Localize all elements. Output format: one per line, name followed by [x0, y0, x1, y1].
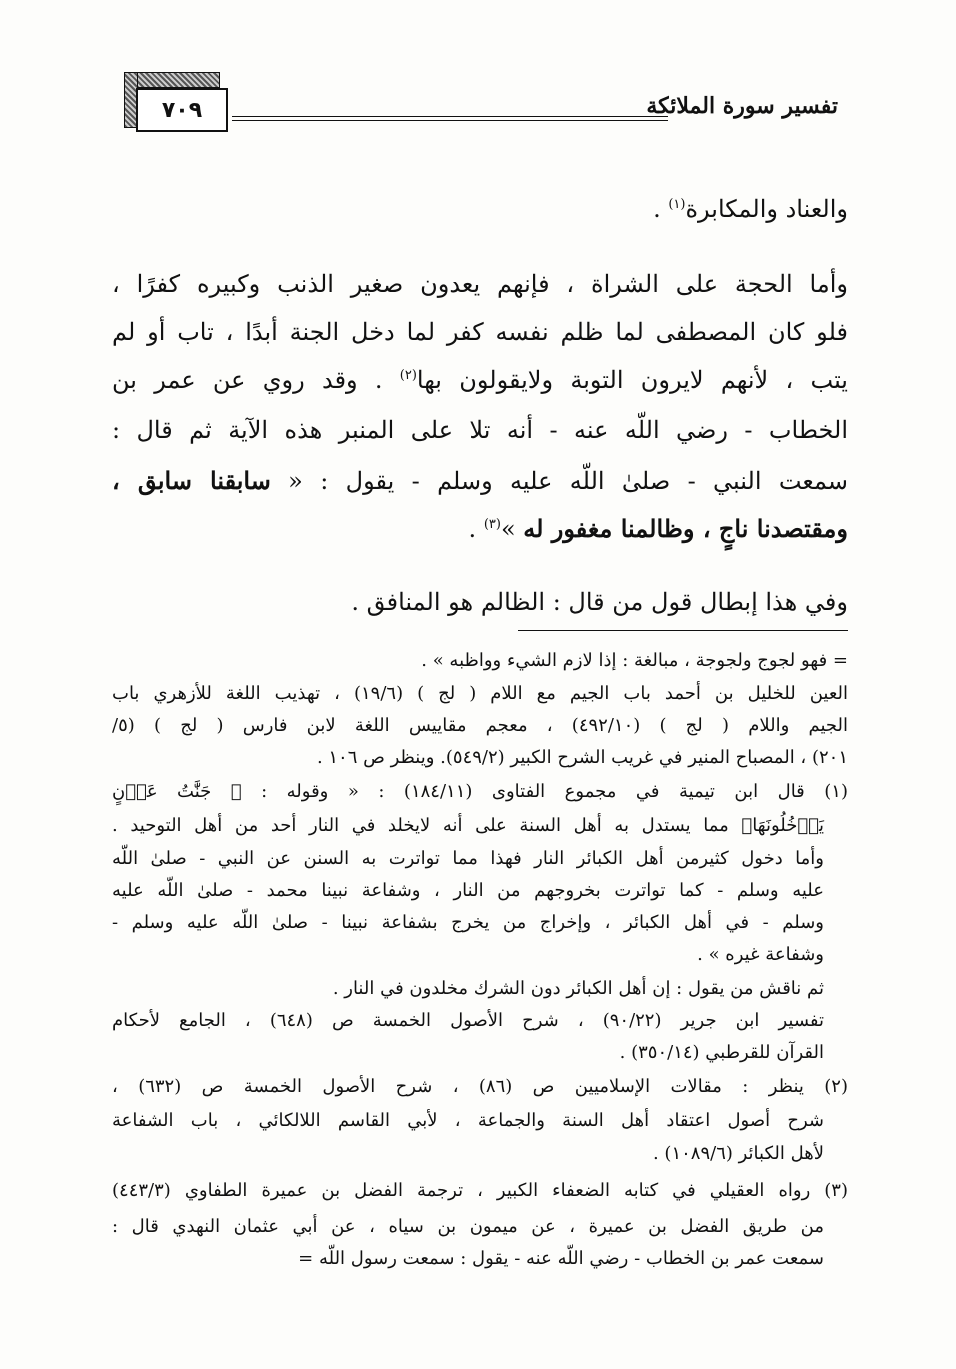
footnote-ref-1: (١) [668, 197, 686, 212]
body-text: يتب ، لأنهم لايرون التوبة ولايقولون بها [416, 366, 848, 394]
body-text: . [653, 195, 669, 223]
page-number-text: ٧٠٩ [161, 97, 203, 123]
footnote-line: الجيم واللام ( لج ) (٤٩٢/١٠) ، معجم مقاييس اللغة لابن فارس ( لج ) (٥/ [112, 715, 848, 736]
body-line-6 [112, 466, 848, 495]
hadith-text: ومقتصدنا ناجٍ ، وظالمنا مغفور له [523, 514, 848, 543]
running-title: تفسير سورة الملائكة [646, 93, 838, 119]
footnote-line: وشفاعة غيره » . [697, 944, 824, 965]
footnote-line: يَدۡخُلُونَهَا﴾ مما يستدل به أهل السنة على أنه لايخلد في النار أحد من أهل التوحيد . [112, 815, 824, 836]
body-line-1 [112, 195, 848, 223]
footnote-line: ٢٠١) ، المصباح المنير في غريب الشرح الكبير (٥٤٩/٢). وينظر ص ١٠٦ . [316, 747, 848, 768]
footnote-3: (٣) رواه العقيلي في كتابه الضعفاء الكبير ، ترجمة الفضل بن عميرة الطفاوي (٤٤٣/٣) [112, 1180, 848, 1201]
footnote-line: سمعت عمر بن الخطاب - رضي اللّه عنه - يقول : سمعت رسول اللّه = [298, 1248, 824, 1269]
body-text: . وقد روي عن عمر بن [112, 366, 400, 394]
footnote-line: القرآن للقرطبي (٣٥٠/١٤) . [619, 1042, 824, 1063]
footnote-line: وسلم - في أهل الكبائر ، وإخراج من يخرج بشفاعة نبينا - صلىٰ اللّه عليه وسلم - [112, 912, 824, 933]
body-line-5: الخطاب - رضي اللّه عنه - أنه تلا على المنبر هذه الآية ثم قال : [112, 416, 848, 444]
body-line-4 [112, 366, 848, 394]
footnote-line: العين للخليل بن أحمد باب الجيم مع اللام ( لج ) (١٩/٦) ، تهذيب اللغة للأزهري باب [112, 683, 848, 704]
body-text: سمعت النبي - صلىٰ اللّه عليه وسلم - يقول : « [270, 467, 848, 495]
body-line-2: وأما الحجة على الشراة ، فإنهم يعدون صغير الذنب وكبيره كفرًا ، [112, 270, 848, 298]
header-rule [232, 116, 668, 121]
footnote-1: (١) قال ابن تيمية في مجموع الفتاوى (١٨٤/١١) : « وقوله : ﴿ جَنَّٰتُ عَدۡنٍ [112, 781, 848, 802]
footnote-line: شرح أصول اعتقاد أهل السنة والجماعة ، لأبي القاسم اللالكائي ، باب الشفاعة [112, 1110, 824, 1131]
footnote-line: لأهل الكبائر (١٠٨٩/٦) . [652, 1143, 824, 1164]
footnote-line: عليه وسلم - كما تواترت بخروجهم من النار ، وشفاعة نبينا محمد - صلىٰ اللّه عليه [112, 880, 824, 901]
footnote-line: من طريق الفضل بن عميرة ، عن ميمون بن سياه ، عن أبي عثمان النهدي قال : [112, 1216, 824, 1237]
footnote-2: (٢) ينظر : مقالات الإسلاميين ص (٨٦) ، شرح الأصول الخمسة ص (٦٣٢) ، [112, 1076, 848, 1097]
body-text: » [500, 515, 524, 543]
footnote-ref-3: (٣) [483, 517, 501, 532]
page-number [136, 88, 228, 132]
footnote-line: وأما دخول كثيرمن أهل الكبائر النار فهذا مما تواترت به السنن عن النبي - صلىٰ اللّه [112, 848, 824, 869]
hadith-text: سابقنا سابق ، [112, 466, 271, 495]
body-text: . [468, 515, 484, 543]
footnote-line: تفسير ابن جرير (٩٠/٢٢) ، شرح الأصول الخمسة ص (٦٤٨) ، الجامع لأحكام [112, 1010, 824, 1031]
body-line-8: وفي هذا إبطال قول من قال : الظالم هو المنافق . [351, 588, 848, 616]
footnote-separator [518, 630, 848, 631]
footnote-ref-2: (٢) [399, 368, 417, 383]
footnote-line: = فهو لجوج ولجوجة ، مبالغة : إذا لازم الشيء وواظبه » . [421, 650, 848, 671]
footnote-line: ثم ناقش من يقول : إن أهل الكبائر دون الشرك مخلدون في النار . [332, 978, 824, 999]
body-line-3: فلو كان المصطفى لما ظلم نفسه كفر لما دخل الجنة أبدًا ، تاب أو لم [112, 318, 848, 346]
body-text: والعناد والمكابرة [685, 195, 848, 223]
page-number-box-shading [124, 72, 220, 88]
body-line-7 [112, 514, 848, 543]
